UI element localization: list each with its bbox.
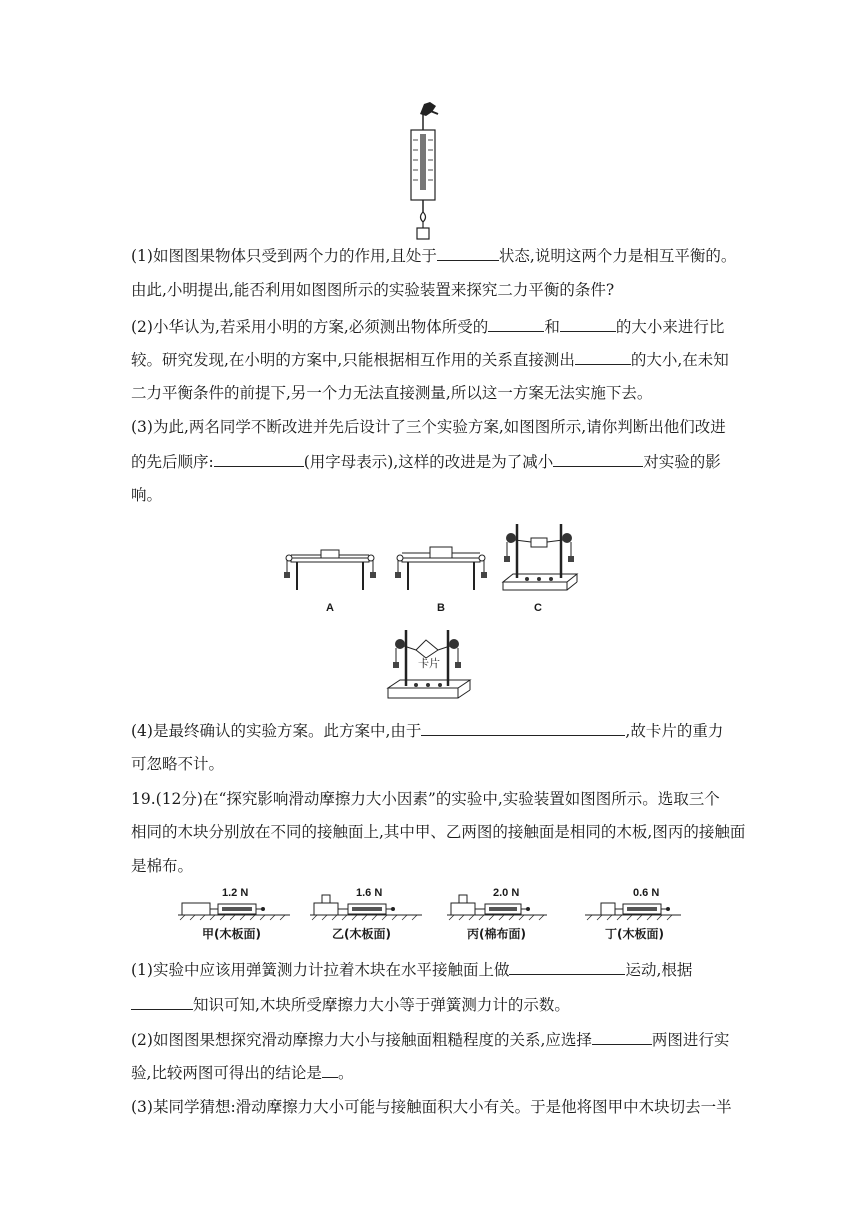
answer-blank[interactable] bbox=[131, 993, 193, 1010]
q18-part2-line2: 较。研究发现,在小明的方案中,只能根据相互作用的关系直接测出 的大小,在未知 bbox=[131, 348, 733, 371]
apparatus-b-figure bbox=[394, 540, 488, 600]
friction-figure-4 bbox=[585, 883, 703, 943]
force-reading: 2.0 N bbox=[493, 887, 520, 899]
q18-part4-line2: 可忽略不计。 bbox=[131, 755, 225, 773]
card-label: 卡片 bbox=[418, 657, 440, 670]
answer-blank[interactable] bbox=[322, 1061, 338, 1078]
label-b: B bbox=[437, 602, 445, 614]
answer-blank[interactable] bbox=[437, 244, 499, 261]
force-reading: 1.2 N bbox=[222, 887, 249, 899]
friction-figure-2 bbox=[310, 883, 428, 943]
spring-scale-figure bbox=[398, 100, 448, 242]
q18-part3-line2: 的先后顺序: (用字母表示),这样的改进是为了减小 对实验的影 bbox=[131, 450, 733, 473]
answer-blank[interactable] bbox=[575, 348, 631, 365]
q18-part4-line1: (4)是最终确认的实验方案。此方案中,由于 ,故卡片的重力 bbox=[131, 719, 733, 742]
q18-part3-line3: 响。 bbox=[131, 486, 163, 504]
figure-caption: 丁(木板面) bbox=[605, 927, 664, 941]
q19-intro-line1: 19.(12分)在“探究影响滑动摩擦力大小因素”的实验中,实验装置如图图所示。选取三个 bbox=[131, 790, 720, 808]
q19-part2-line1: (2)如图图果想探究滑动摩擦力大小与接触面粗糙程度的关系,应选择 两图进行实 bbox=[131, 1028, 733, 1051]
q19-part3-line1: (3)某同学猜想:滑动摩擦力大小可能与接触面积大小有关。于是他将图甲中木块切去一半 bbox=[131, 1098, 732, 1116]
answer-blank[interactable] bbox=[592, 1028, 652, 1045]
apparatus-a-figure bbox=[283, 540, 377, 600]
friction-figure-3 bbox=[447, 883, 565, 943]
answer-blank[interactable] bbox=[421, 719, 625, 736]
answer-blank[interactable] bbox=[214, 450, 304, 467]
answer-blank[interactable] bbox=[488, 315, 544, 332]
q18-part1-line1: (1)如图图果物体只受到两个力的作用,且处于 状态,说明这两个力是相互平衡的。 bbox=[131, 244, 733, 267]
label-c: C bbox=[534, 602, 542, 614]
force-reading: 0.6 N bbox=[633, 887, 660, 899]
figure-caption: 甲(木板面) bbox=[202, 927, 261, 941]
q19-part1-line2: 知识可知,木块所受摩擦力大小等于弹簧测力计的示数。 bbox=[131, 993, 733, 1016]
q18-part2-line1: (2)小华认为,若采用小明的方案,必须测出物体所受的 和 的大小来进行比 bbox=[131, 315, 733, 338]
q18-part2-line3: 二力平衡条件的前提下,另一个力无法直接测量,所以这一方案无法实施下去。 bbox=[131, 384, 653, 402]
label-a: A bbox=[326, 602, 334, 614]
apparatus-c-figure bbox=[497, 516, 581, 600]
q19-part2-line2: 验,比较两图可得出的结论是 。 bbox=[131, 1061, 733, 1084]
answer-blank[interactable] bbox=[553, 450, 643, 467]
answer-blank[interactable] bbox=[509, 958, 625, 975]
q19-part1-line1: (1)实验中应该用弹簧测力计拉着木块在水平接触面上做 运动,根据 bbox=[131, 958, 733, 981]
q18-part3-line1: (3)为此,两名同学不断改进并先后设计了三个实验方案,如图图所示,请你判断出他们改进 bbox=[131, 418, 726, 436]
answer-blank[interactable] bbox=[560, 315, 616, 332]
q18-part1-line2: 由此,小明提出,能否利用如图图所示的实验装置来探究二力平衡的条件? bbox=[131, 281, 615, 299]
q19-intro-line2: 相同的木块分别放在不同的接触面上,其中甲、乙两图的接触面是相同的木板,图丙的接触面 bbox=[131, 823, 746, 841]
figure-caption: 乙(木板面) bbox=[332, 927, 391, 941]
force-reading: 1.6 N bbox=[356, 887, 383, 899]
figure-caption: 丙(棉布面) bbox=[467, 927, 526, 941]
friction-figure-1 bbox=[178, 883, 296, 943]
q19-intro-line3: 是棉布。 bbox=[131, 857, 194, 875]
